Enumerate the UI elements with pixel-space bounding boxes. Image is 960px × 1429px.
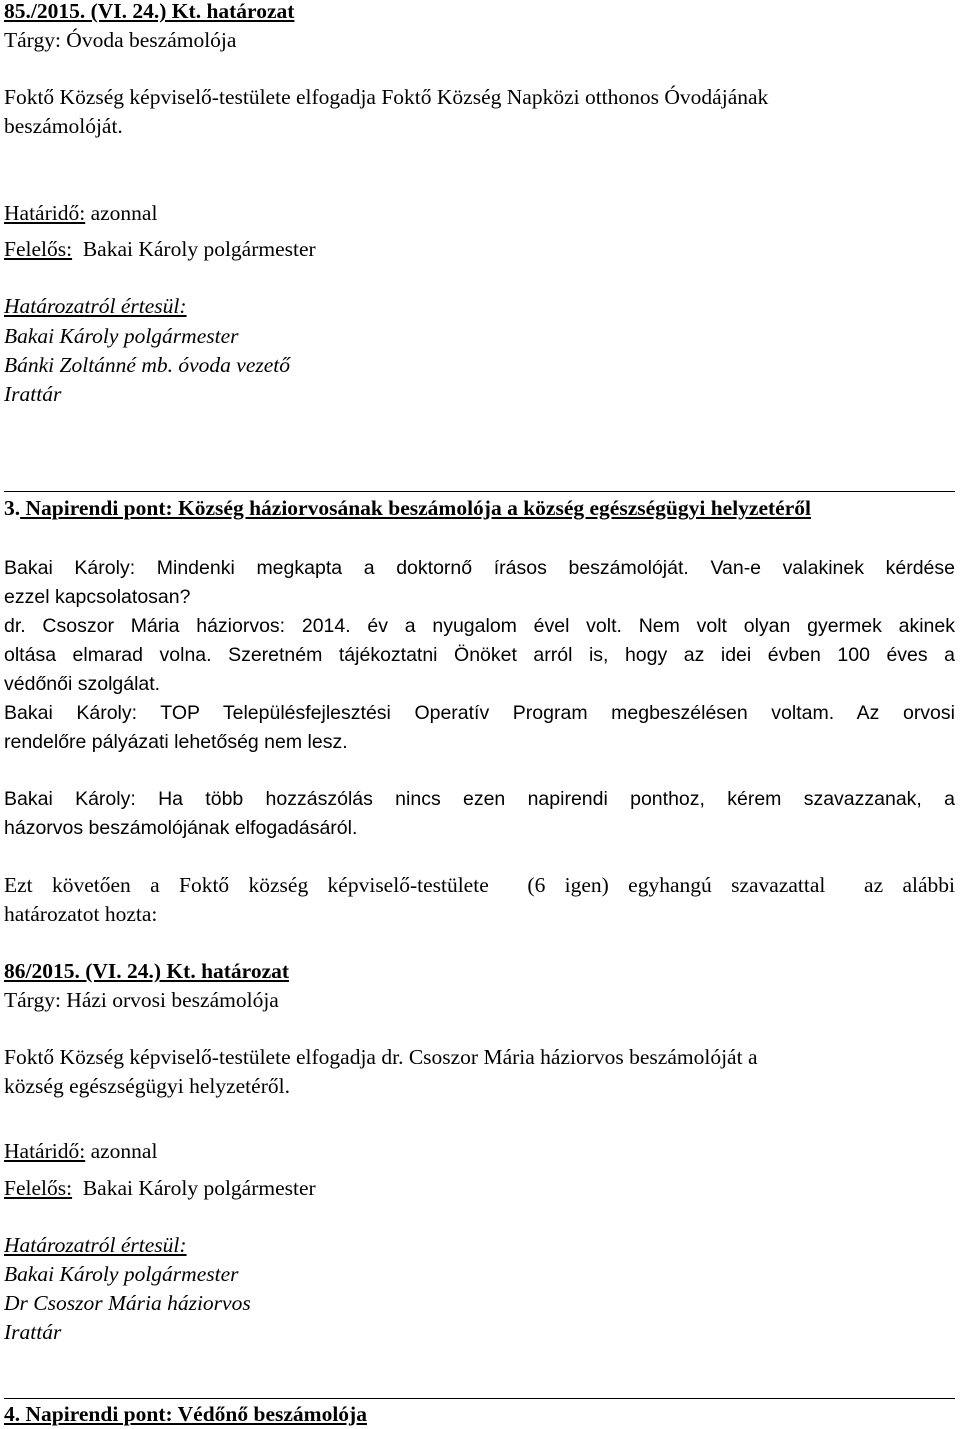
discussion-line: házorvos beszámolójának elfogadásáról. [4,817,358,839]
resolution-number-85: 85./2015. (VI. 24.) Kt. határozat [4,0,295,23]
vote-statement-line2: határozatot hozta: [4,902,158,926]
resolution-body-85-line2: beszámolóját. [4,114,123,138]
resolution-subject-86: Tárgy: Házi orvosi beszámolója [4,988,279,1012]
resolution-number-86: 86/2015. (VI. 24.) Kt. határozat [4,959,290,983]
responsible-label: Felelős: [4,1176,73,1200]
notified-item: Bánki Zoltánné mb. óvoda vezető [4,353,291,377]
agenda-3-heading: Napirendi pont: Község háziorvosának beszámolója a község egészségügyi helyzetéről [20,496,811,520]
discussion-line: Bakai Károly: Ha több hozzászólás nincs ezen napirendi ponthoz, kérem szavazzanak, a [4,788,955,810]
discussion-line: dr. Csoszor Mária háziorvos: 2014. év a nyugalom ével volt. Nem volt olyan gyermek akinek [4,615,955,637]
deadline-value: azonnal [85,201,158,225]
deadline-label: Határidő: [4,201,86,225]
discussion-line: védőnői szolgálat. [4,673,161,695]
notified-item: Bakai Károly polgármester [4,324,239,348]
discussion-line: oltása elmarad volna. Szeretném tájékoztatni Önöket arról is, hogy az idei évben 100 éves a [4,644,955,666]
resolution-subject-85: Tárgy: Óvoda beszámolója [4,28,237,52]
discussion-line: Bakai Károly: TOP Településfejlesztési Operatív Program megbeszélésen voltam. Az orvosi [4,702,955,724]
notified-item: Irattár [4,1320,62,1344]
responsible-value: Bakai Károly polgármester [72,237,316,261]
responsible-85 [4,235,316,264]
deadline-label: Határidő: [4,1139,86,1163]
responsible-86 [4,1174,316,1203]
discussion-line: Bakai Károly: Mindenki megkapta a doktornő írásos beszámolóját. Van-e valakinek kérdése [4,557,955,579]
responsible-label: Felelős: [4,237,73,261]
notified-item: Bakai Károly polgármester [4,1262,239,1286]
notified-label-85: Határozatról értesül: [4,294,187,318]
notified-item: Dr Csoszor Mária háziorvos [4,1291,251,1315]
agenda-separator-line [4,491,955,492]
resolution-body-85-line1: Foktő Község képviselő-testülete elfogadja Foktő Község Napközi otthonos Óvodájának [4,85,769,109]
agenda-separator-line [4,1398,955,1399]
resolution-body-86-line2: község egészségügyi helyzetéről. [4,1074,290,1098]
agenda-4-title: 4. Napirendi pont: Védőnő beszámolója [4,1402,367,1426]
discussion-line: rendelőre pályázati lehetőség nem lesz. [4,731,348,753]
deadline-86 [4,1137,157,1166]
discussion-line: ezzel kapcsolatosan? [4,586,191,608]
notified-label-86: Határozatról értesül: [4,1233,187,1257]
agenda-3-title [4,494,811,523]
deadline-value: azonnal [85,1139,158,1163]
notified-item: Irattár [4,382,62,406]
resolution-body-86-line1: Foktő Község képviselő-testülete elfogadja dr. Csoszor Mária háziorvos beszámolóját a [4,1045,758,1069]
deadline-85 [4,199,157,228]
vote-statement-line1: Ezt követően a Foktő község képviselő-testülete (6 igen) egyhangú szavazattal az alábbi [4,873,955,897]
responsible-value: Bakai Károly polgármester [72,1176,316,1200]
agenda-3-number: 3. [4,496,21,520]
